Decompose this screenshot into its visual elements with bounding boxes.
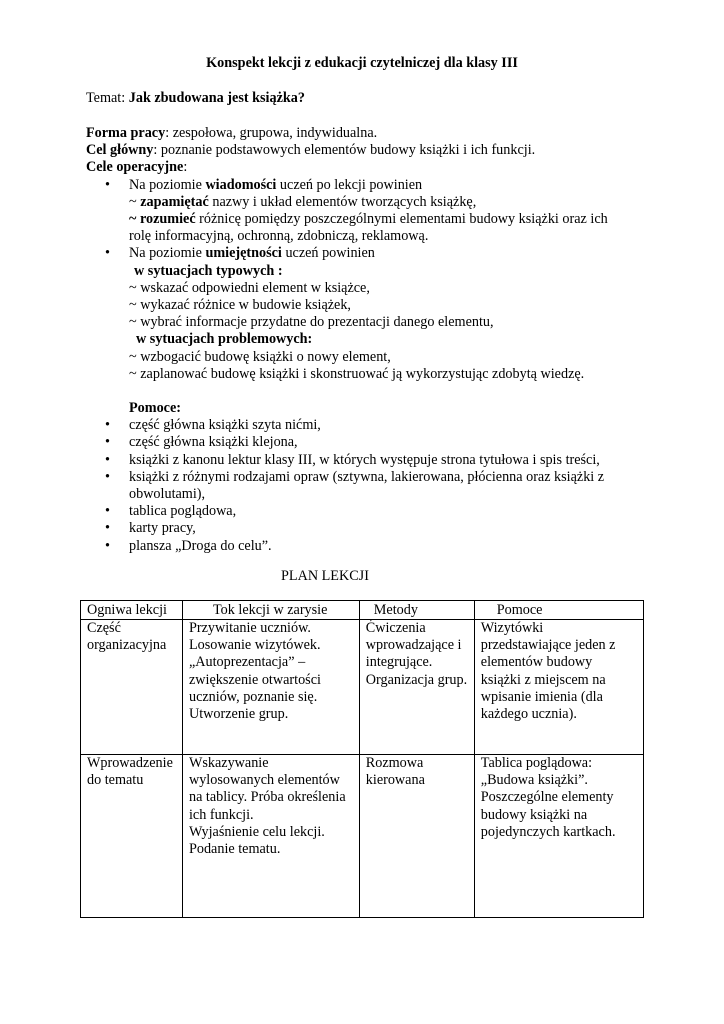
cell-line: do tematu [87,772,144,789]
cell-line: na tablicy. Próba określenia [188,789,346,806]
umiejetnosci-prefix: Na poziomie [129,245,206,262]
column-header: Pomoce [474,601,643,620]
forma-pracy [86,125,686,142]
topic-value: Jak zbudowana jest książka? [128,90,305,106]
table-cell [182,755,359,918]
pomoce-item [86,452,686,469]
cell-line: Wskazywanie [188,755,269,771]
cell-line: wylosowanych elementów [188,772,340,789]
topic-label: Temat: [86,90,129,106]
column-header: Tok lekcji w zarysie [182,601,359,620]
problemowe-item: ~ wzbogacić budowę książki o nowy element, [129,348,391,365]
bullet-icon: • [105,417,110,434]
cell-line: elementów budowy [480,654,593,671]
bullet-icon: • [105,451,110,468]
wiedza-suffix: uczeń po lekcji powinien [276,176,423,193]
column-header: Ogniwa lekcji [81,601,183,620]
typowe-item: ~ wybrać informacje przydatne do prezentacji danego elementu, [129,314,494,331]
lesson-plan-table [80,600,644,918]
forma-value: : zespołowa, grupowa, indywidualna. [165,125,378,141]
pomoce-item [86,434,686,451]
pomoce-item-text: część główna książki szyta nićmi, [129,417,321,434]
pomoce-item-text: karty pracy, [129,520,196,537]
cell-line: Organizacja grup. [365,671,468,688]
pomoce-item-text: książki z kanonu lektur klasy III, w których występuje strona tytułowa i spis treści, [129,451,600,468]
cel-label: Cel główny [86,142,154,159]
umiejetnosci-intro [86,245,686,262]
cell-line: Tablica poglądowa: [480,755,593,771]
wiedza-item-text: różnicę pomiędzy poszczególnymi elementami budowy książki oraz ich [195,211,608,228]
lesson-goals [86,125,686,555]
cel-value: : poznanie podstawowych elementów budowy książki i ich funkcji. [153,142,536,159]
pomoce-item-cont: obwolutami), [129,486,206,503]
cell-line: integrujące. [365,654,433,671]
problemowe-item: ~ zaplanować budowę książki i skonstruować ją wykorzystując zdobytą wiedzę. [129,365,585,382]
tilde: ~ [129,193,141,210]
bullet-icon: • [105,537,110,554]
bullet-icon: • [105,520,110,537]
cell-line: budowy książki na [480,806,588,823]
cell-line: Część [87,620,121,636]
table-cell [182,620,359,755]
pomoce-item-text: książki z różnymi rodzajami opraw (sztywna, lakierowana, płócienna oraz książki z [129,468,605,485]
table-cell [359,755,474,918]
pomoce-heading-text: Pomoce: [129,400,181,417]
cell-line: Przywitanie uczniów. [188,620,311,636]
table-cell [474,755,643,918]
cell-line: Rozmowa [365,755,424,771]
cell-line: „Budowa książki”. [480,772,588,789]
pomoce-heading [86,400,686,417]
cell-line: zwiększenie otwartości [188,671,321,688]
bullet-icon: • [105,503,110,520]
typowe-item: ~ wskazać odpowiedni element w książce, [129,279,370,296]
cell-line: pojedynczych kartkach. [480,823,616,840]
cell-line: wpisanie imienia (dla [480,688,603,705]
lesson-topic [86,90,305,107]
forma-label: Forma pracy [86,125,166,141]
table-cell [359,620,474,755]
wiedza-item-bold: rozumieć [139,211,196,228]
table-cell [81,620,183,755]
cell-line: Poszczególne elementy [480,789,614,806]
cele-operacyjne [86,159,686,176]
cell-line: ich funkcji. [188,806,254,823]
cell-line: Losowanie wizytówek. [188,637,321,654]
pomoce-item [86,538,686,555]
table-cell [474,620,643,755]
bullet-icon: • [105,245,110,262]
wiedza-item-cont: rolę informacyjną, ochronną, zdobniczą, reklamową. [129,228,429,245]
cell-line: organizacyjna [87,637,167,654]
wiedza-prefix: Na poziomie [129,176,206,193]
cell-line: Wprowadzenie [87,755,173,771]
pomoce-item [86,417,686,434]
cell-line: wprowadzające i [365,637,462,654]
plan-title: PLAN LEKCJI [281,568,369,584]
cell-line: każdego ucznia). [480,706,577,723]
cell-line: Ćwiczenia [365,620,426,636]
cell-line: Wizytówki [480,620,544,636]
wiedza-item-bold: zapamiętać [140,193,209,210]
cele-label: Cele operacyjne [86,159,184,176]
wiedza-item-text: nazwy i układ elementów tworzących książkę, [208,193,477,210]
typowe-heading-text: w sytuacjach typowych : [134,262,283,279]
wiedza-item [86,194,686,211]
bullet-icon: • [105,468,110,485]
cell-line: „Autoprezentacja” – [188,654,306,671]
pomoce-item [86,520,686,537]
cell-line: uczniów, poznanie się. [188,688,318,705]
table-cell [81,755,183,918]
table-header-row [81,601,644,620]
cell-line: Podanie tematu. [188,841,281,858]
wiedza-item [86,211,686,228]
cell-line: książki z miejscem na [480,671,606,688]
cell-line: przedstawiające jeden z [480,637,616,654]
pomoce-item-text: część główna książki klejona, [129,434,298,451]
wiedza-bold: wiadomości [205,176,277,193]
cel-glowny [86,142,686,159]
pomoce-item [86,469,686,486]
table-row [81,620,644,755]
bullet-icon: • [105,176,110,193]
cell-line: Utworzenie grup. [188,706,289,723]
cell-line: kierowana [365,772,425,789]
problemowe-heading [86,331,686,348]
typowe-heading [86,263,686,280]
umiejetnosci-bold: umiejętności [205,245,282,262]
cele-colon: : [183,159,188,176]
problemowe-heading-text: w sytuacjach problemowych: [136,331,313,348]
tilde: ~ [129,211,140,228]
document-title: Konspekt lekcji z edukacji czytelniczej dla klasy III [206,55,518,71]
wiedza-intro [86,177,686,194]
pomoce-item-text: plansza „Droga do celu”. [129,537,272,554]
pomoce-item-text: tablica poglądowa, [129,503,237,520]
cell-line: Wyjaśnienie celu lekcji. [188,823,325,840]
bullet-icon: • [105,434,110,451]
column-header: Metody [359,601,474,620]
umiejetnosci-suffix: uczeń powinien [281,245,375,262]
table-row [81,755,644,918]
pomoce-item [86,503,686,520]
typowe-item: ~ wykazać różnice w budowie książek, [129,297,351,314]
